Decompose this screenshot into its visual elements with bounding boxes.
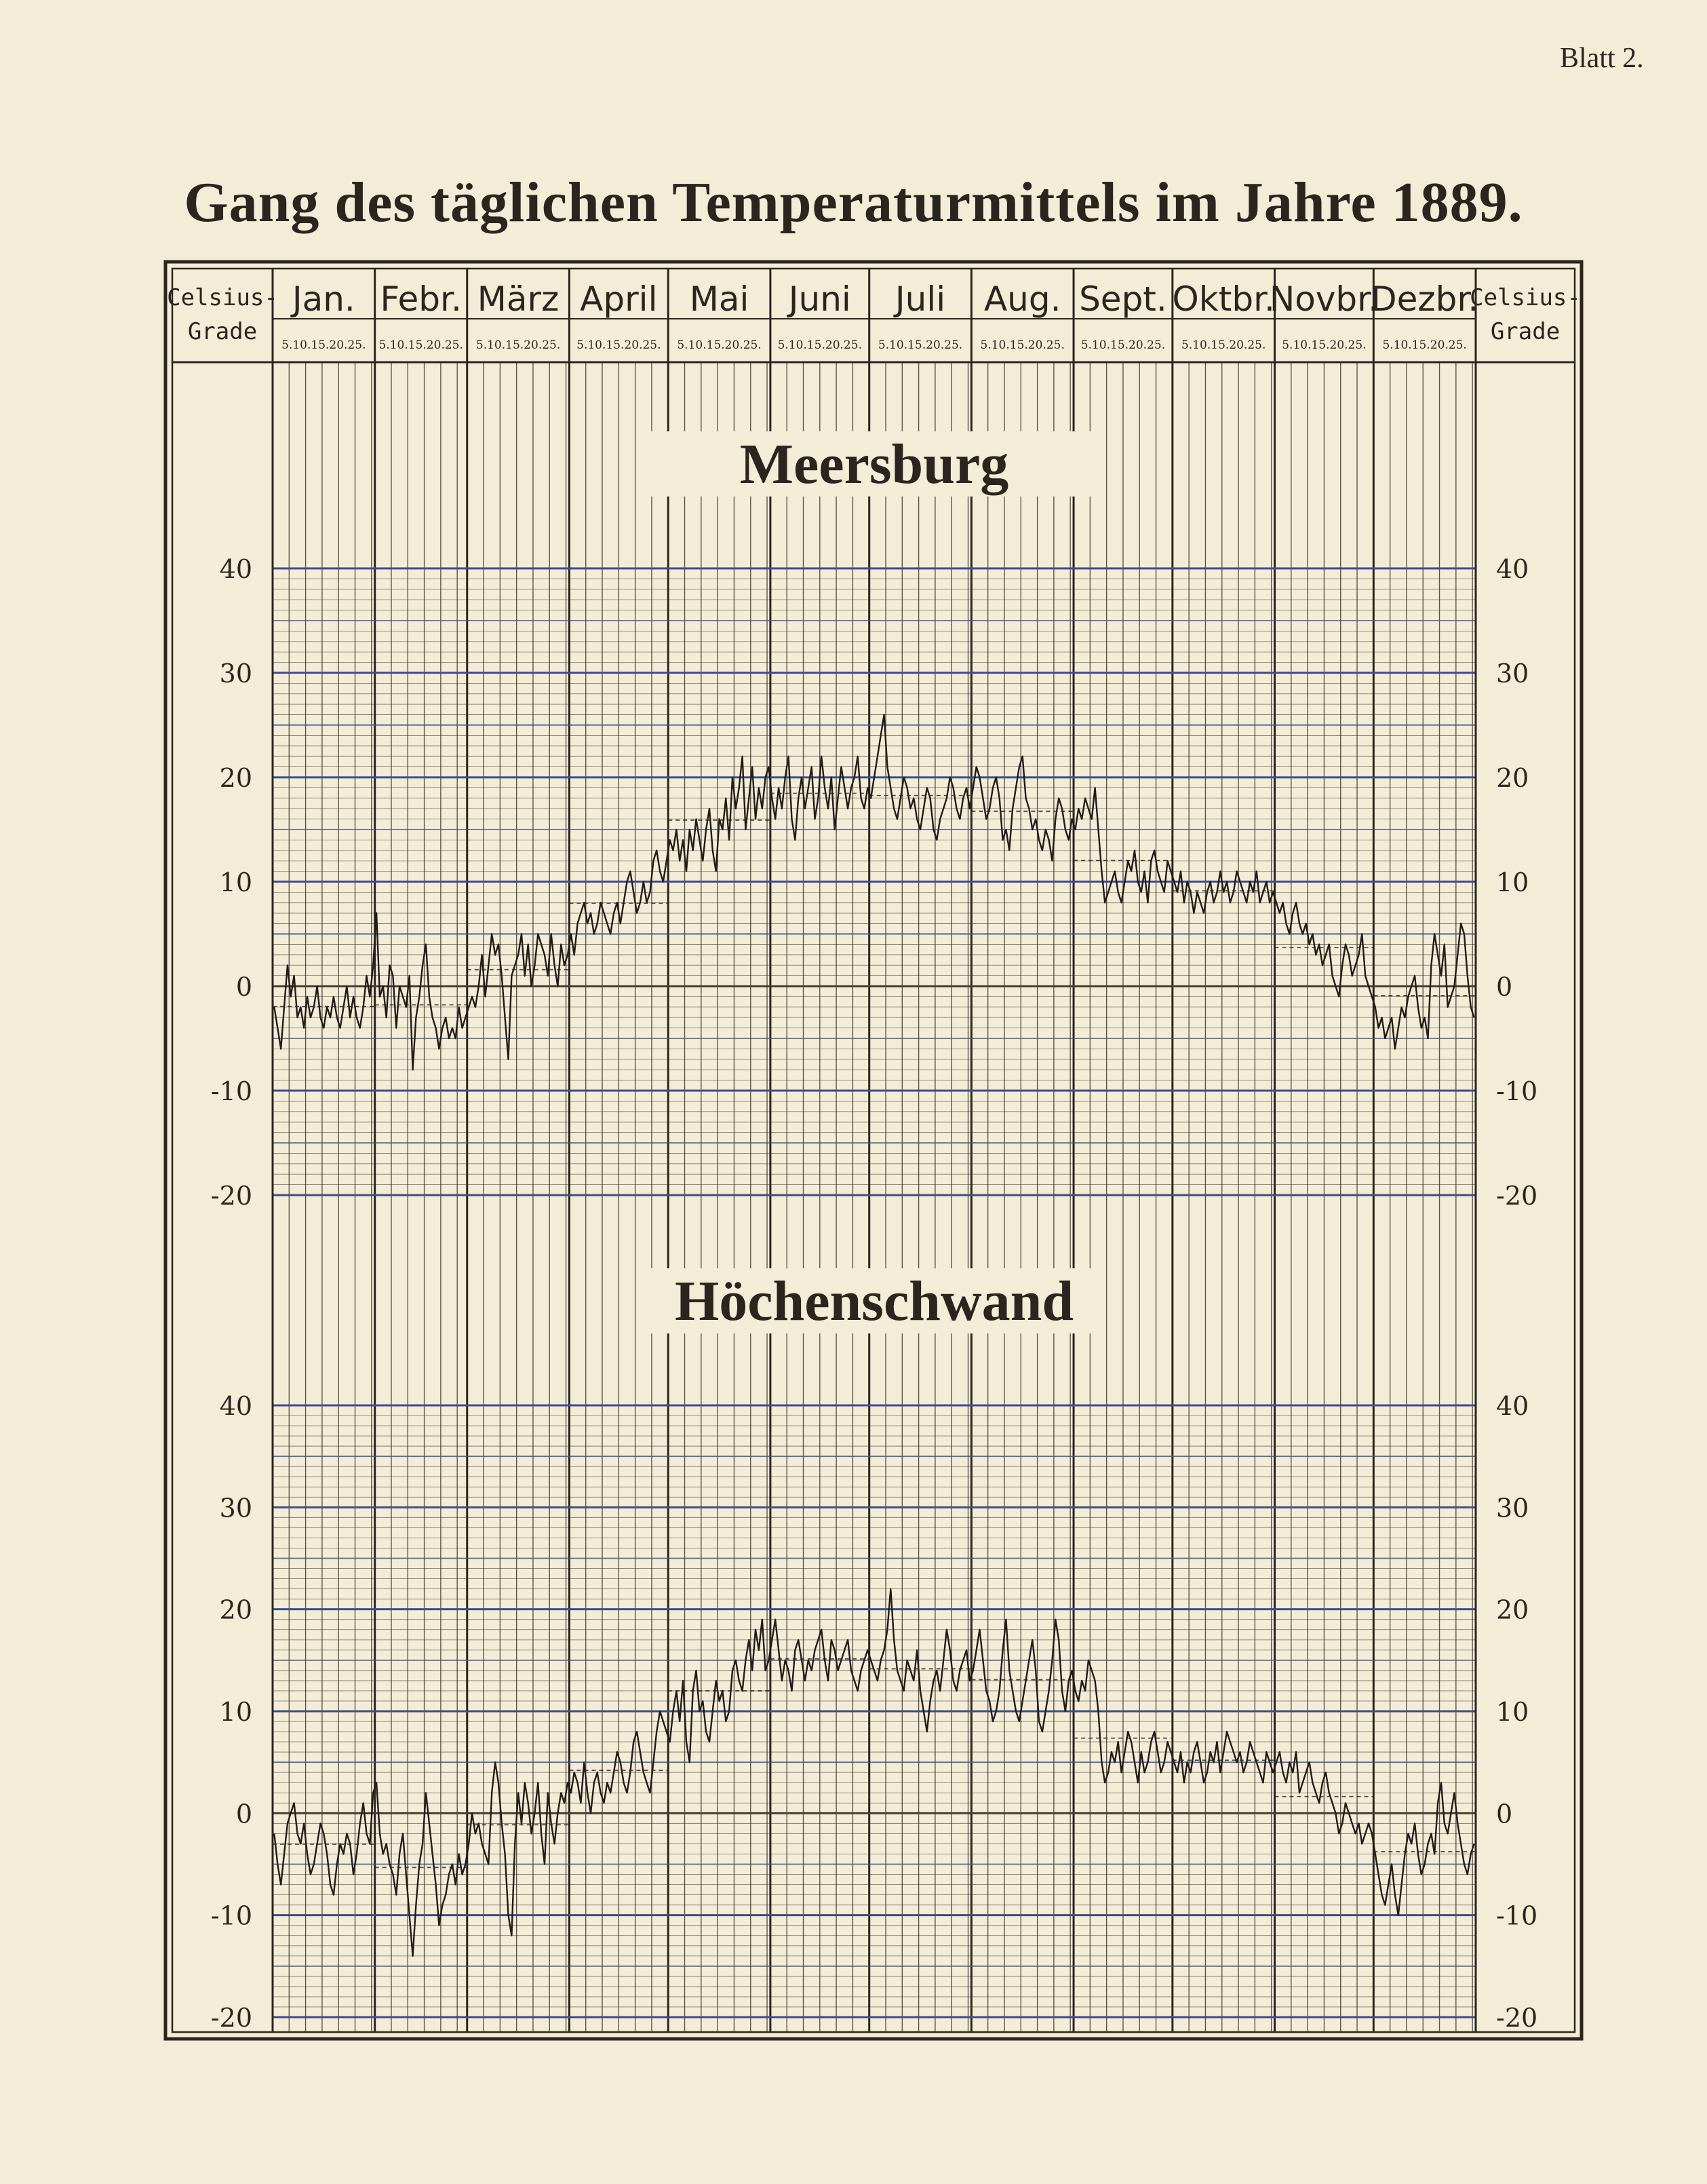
y-tick-left: 0 xyxy=(235,1799,252,1829)
y-tick-right: 20 xyxy=(1496,1595,1529,1625)
unit-label-left: Celsius- xyxy=(167,284,278,311)
month-label: Dezbr. xyxy=(1371,279,1479,319)
y-tick-right: -10 xyxy=(1496,1076,1538,1106)
inner-frame xyxy=(172,269,1575,2032)
day-ticks-label: 5.10.15.20.25. xyxy=(677,338,762,352)
month-label: April xyxy=(580,279,658,319)
y-tick-left: 40 xyxy=(219,554,252,584)
y-tick-left: 30 xyxy=(219,1493,252,1523)
y-tick-right: 0 xyxy=(1496,972,1513,1002)
month-label: Febr. xyxy=(380,279,462,319)
y-tick-left: -10 xyxy=(210,1900,252,1931)
month-label: Aug. xyxy=(983,279,1061,319)
y-tick-right: 40 xyxy=(1496,1391,1529,1421)
month-label: Juli xyxy=(895,279,946,319)
day-ticks-label: 5.10.15.20.25. xyxy=(1382,338,1467,352)
y-tick-right: 10 xyxy=(1496,867,1529,897)
day-ticks-label: 5.10.15.20.25. xyxy=(1282,338,1367,352)
y-tick-right: 30 xyxy=(1496,659,1529,688)
day-ticks-label: 5.10.15.20.25. xyxy=(576,338,661,352)
month-label: Mai xyxy=(689,279,749,319)
day-ticks-label: 5.10.15.20.25. xyxy=(1181,338,1266,352)
day-ticks-label: 5.10.15.20.25. xyxy=(281,338,366,352)
month-label: Jan. xyxy=(292,279,355,319)
day-ticks-label: 5.10.15.20.25. xyxy=(777,338,862,352)
day-ticks-label: 5.10.15.20.25. xyxy=(1080,338,1166,352)
y-tick-left: 20 xyxy=(219,1595,252,1625)
y-tick-left: 20 xyxy=(219,763,252,793)
series-layer xyxy=(273,715,1476,1956)
y-tick-left: 10 xyxy=(219,867,252,897)
unit-label-right: Grade xyxy=(1490,318,1561,345)
station-title: Meersburg xyxy=(739,433,1009,496)
y-tick-right: 40 xyxy=(1496,554,1529,584)
y-tick-left: 40 xyxy=(219,1391,252,1421)
month-label: März xyxy=(477,279,560,319)
unit-label-left: Grade xyxy=(187,318,258,345)
y-tick-left: 10 xyxy=(219,1697,252,1727)
y-tick-left: 30 xyxy=(219,659,252,688)
month-label: Sept. xyxy=(1079,279,1167,319)
y-tick-right: 30 xyxy=(1496,1493,1529,1523)
y-tick-left: -20 xyxy=(210,2003,252,2033)
day-ticks-label: 5.10.15.20.25. xyxy=(878,338,963,352)
y-tick-left: 0 xyxy=(235,972,252,1002)
month-label: Oktbr. xyxy=(1172,279,1275,319)
y-tick-right: -10 xyxy=(1496,1900,1538,1931)
y-tick-right: -20 xyxy=(1496,1181,1538,1211)
y-tick-right: 20 xyxy=(1496,763,1529,793)
month-header xyxy=(167,269,1581,2032)
chart-title: Gang des täglichen Temperaturmittels im Jahre 1889. xyxy=(184,171,1523,234)
y-tick-right: 10 xyxy=(1496,1697,1529,1727)
plate-label: Blatt 2. xyxy=(1560,43,1644,74)
y-tick-right: -20 xyxy=(1496,2003,1538,2033)
day-ticks-label: 5.10.15.20.25. xyxy=(980,338,1065,352)
station-title: Höchenschwand xyxy=(674,1270,1074,1333)
month-label: Novbr. xyxy=(1269,279,1379,319)
month-label: Juni xyxy=(788,279,851,319)
day-ticks-label: 5.10.15.20.25. xyxy=(378,338,463,352)
y-tick-left: -10 xyxy=(210,1076,252,1106)
unit-label-right: Celsius- xyxy=(1470,284,1581,311)
grid-layer xyxy=(273,269,1479,2032)
day-ticks-label: 5.10.15.20.25. xyxy=(475,338,561,352)
y-tick-right: 0 xyxy=(1496,1799,1513,1829)
y-tick-left: -20 xyxy=(210,1181,252,1211)
